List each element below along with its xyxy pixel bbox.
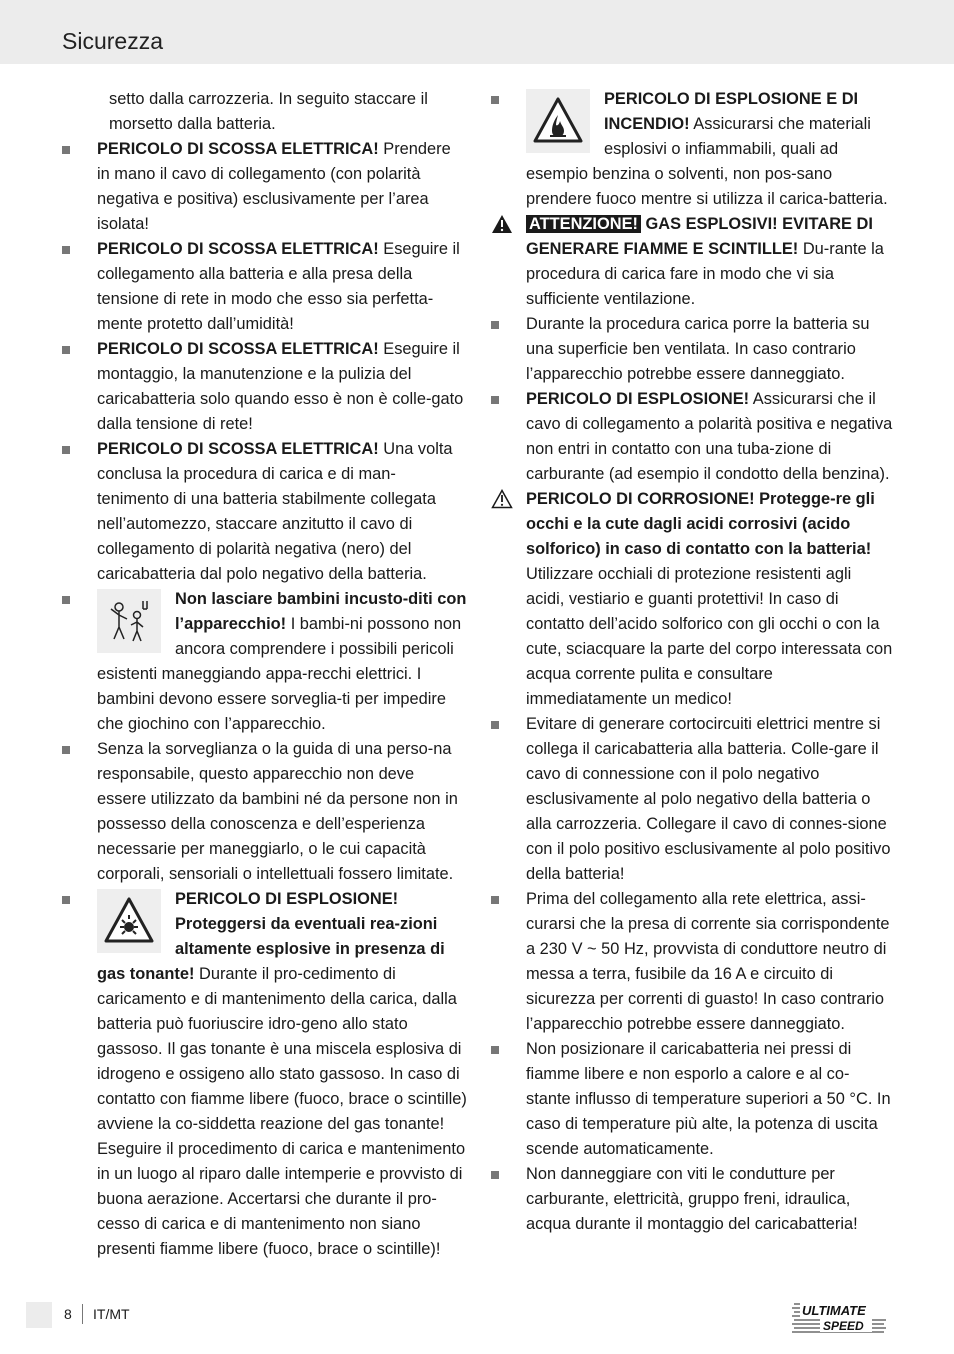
item-text: I bambi-ni possono non ancora comprendere i possibili pericoli esistenti maneggiando appa-recchi elettrici. I bambini devono essere sorveglia-ti per impedire che giochino con l’apparecchio. (97, 615, 462, 733)
explosion-icon (97, 889, 161, 953)
list-item (491, 1162, 893, 1237)
square-bullet-icon (62, 246, 70, 254)
warning-triangle-icon (491, 214, 513, 234)
list-item (62, 87, 467, 137)
language-code: IT/MT (93, 1306, 130, 1322)
list-item (62, 887, 467, 1262)
item-text: Durante la procedura carica porre la batteria su una superficie ben ventilata. In caso contrario l’apparecchio potrebbe essere danneggiato. (526, 315, 870, 383)
brand-logo (790, 1300, 890, 1334)
item-text: setto dalla carrozzeria. In seguito staccare il morsetto dalla batteria. (109, 90, 428, 133)
item-text: Evitare di generare cortocircuiti elettrici mentre si collega il caricabatteria alla batteria. Colle-gare il cavo di connessione con il polo negativo esclusivamente al polo negativo della batteria o alla carrozzeria. Collegare il cavo di connes-sione con il polo positivo esclusivamente al polo positivo della batteria! (526, 715, 891, 883)
list-item (62, 137, 467, 237)
left-column (62, 87, 467, 1262)
item-text: Assicurarsi che materiali esplosivi o infiammabili, quali ad esempio benzina o solventi, non pos-sano prendere fuoco mentre si utilizza il carica-batteria. (526, 115, 888, 208)
square-bullet-icon (491, 896, 499, 904)
list-item (62, 737, 467, 887)
footer-divider (82, 1304, 83, 1324)
list-item (491, 312, 893, 387)
logo-text-2: SPEED (823, 1319, 864, 1333)
square-bullet-icon (62, 596, 70, 604)
item-heading: PERICOLO DI ESPLOSIONE! (526, 390, 750, 408)
square-bullet-icon (62, 346, 70, 354)
item-text: Prima del collegamento alla rete elettrica, assi-curarsi che la presa di corrente sia corrispondente a 230 V ~ 50 Hz, provvista di conduttore neutro di messa a terra, fusibile da 16 A e circuito di sicurezza per correnti di guasto! In caso contrario l’apparecchio potrebbe essere danneggiato. (526, 890, 890, 1033)
square-bullet-icon (491, 396, 499, 404)
footer-box (26, 1302, 52, 1328)
children-warning-icon (97, 589, 161, 653)
item-heading: PERICOLO DI ESPLOSIONE E DI INCENDIO! (604, 90, 859, 133)
item-heading: PERICOLO DI SCOSSA ELETTRICA! (97, 440, 379, 458)
list-item (62, 437, 467, 587)
square-bullet-icon (491, 1171, 499, 1179)
list-item (491, 887, 893, 1037)
item-text: Eseguire il montaggio, la manutenzione e la pulizia del caricabatteria solo quando esso è non è colle-gato dalla tensione di rete! (97, 340, 464, 433)
square-bullet-icon (62, 446, 70, 454)
square-bullet-icon (62, 146, 70, 154)
item-text: Assicurarsi che il cavo di collegamento a polarità positiva e negativa non entri in contatto con una tuba-zione di carburante (ad esempio il condotto della benzina). (526, 390, 893, 483)
item-text: Du-rante la procedura di carica fare in modo che vi sia sufficiente ventilazione. (526, 240, 884, 308)
warning-triangle-icon (491, 489, 513, 509)
item-text: Durante il pro-cedimento di caricamento e di mantenimento della carica, dalla batteria può fuoriuscire idro-geno allo stato gassoso. Il gas tonante è una miscela esplosiva di idrogeno e ossigeno allo stato gassoso. In caso di contatto con fiamme libere (fuoco, brace o scintille) avviene la co-siddetta reazione del gas tonante! Eseguire il procedimento di carica e mantenimento in un luogo al riparo dalle intemperie e provvisto di buona aerazione. Accertarsi che durante il pro-cesso di carica e di mantenimento non siano presenti fiamme libere (fuoco, brace o scintille)! (97, 965, 467, 1258)
fire-icon (526, 89, 590, 153)
item-text: Non posizionare il caricabatteria nei pressi di fiamme libere e non esporlo a calore e al co-stante influsso di temperature superiori a 50 °C. In caso di temperature più alte, la potenza di uscita scende automaticamente. (526, 1040, 891, 1158)
page-number: 8 (64, 1306, 72, 1322)
item-text: Prendere in mano il cavo di collegamento (con polarità negativa e positiva) esclusivamente per l’area isolata! (97, 140, 451, 233)
list-item (62, 337, 467, 437)
item-heading: Non lasciare bambini incusto-diti con l’apparecchio! (175, 590, 467, 633)
square-bullet-icon (491, 321, 499, 329)
page-title: Sicurezza (62, 28, 163, 54)
page-header (0, 0, 954, 64)
item-heading: PERICOLO DI CORROSIONE! Protegge-re gli occhi e la cute dagli acidi corrosivi (acido solforico) in caso di contatto con la batteria! (526, 490, 875, 558)
list-item (62, 587, 467, 737)
item-heading: PERICOLO DI SCOSSA ELETTRICA! (97, 340, 379, 358)
square-bullet-icon (62, 896, 70, 904)
item-text: Non danneggiare con viti le condutture per carburante, elettricità, gruppo freni, idraulica, acqua durante il montaggio del caricabatteria! (526, 1165, 858, 1233)
list-item (491, 487, 893, 712)
square-bullet-icon (491, 721, 499, 729)
list-item (491, 1037, 893, 1162)
list-item (62, 237, 467, 337)
square-bullet-icon (62, 746, 70, 754)
item-text: Utilizzare occhiali di protezione resistenti agli acidi, vestiario e guanti protettivi! In caso di contatto dell’acido solforico con gli occhi o con la cute, sciacquare la parte del corpo interessata con acqua corrente pulita e consultare immediatamente un medico! (526, 565, 893, 708)
item-heading: PERICOLO DI SCOSSA ELETTRICA! (97, 140, 379, 158)
list-item (491, 87, 893, 212)
item-text: Eseguire il collegamento alla batteria e alla presa della tensione di rete in modo che esso sia perfetta-mente protetto dall’umidità! (97, 240, 460, 333)
list-item (491, 712, 893, 887)
right-column (491, 87, 893, 1237)
item-text: Senza la sorveglianza o la guida di una perso-na responsabile, questo apparecchio non deve essere utilizzato da bambini né da persone non in possesso della conoscenza e dell’esperienza necessarie per maneggiarlo, o le cui capacità corporali, sensoriali o intellettuali fossero limitate. (97, 740, 458, 883)
item-heading: PERICOLO DI ESPLOSIONE! Proteggersi da eventuali rea-zioni altamente esplosive in presenza di gas tonante! (97, 890, 445, 983)
list-item (491, 212, 893, 312)
item-heading: PERICOLO DI SCOSSA ELETTRICA! (97, 240, 379, 258)
square-bullet-icon (491, 96, 499, 104)
logo-text-1: ULTIMATE (802, 1303, 866, 1318)
list-item (491, 387, 893, 487)
attention-label: ATTENZIONE! (526, 215, 641, 233)
square-bullet-icon (491, 1046, 499, 1054)
item-text: Una volta conclusa la procedura di carica e di man-tenimento di una batteria stabilmente collegata nell’automezzo, staccare anzitutto il cavo di collegamento di polarità negativa (nero) del caricabatteria dal polo negativo della batteria. (97, 440, 453, 583)
item-heading: GAS ESPLOSIVI! EVITARE DI GENERARE FIAMME E SCINTILLE! (526, 215, 873, 258)
